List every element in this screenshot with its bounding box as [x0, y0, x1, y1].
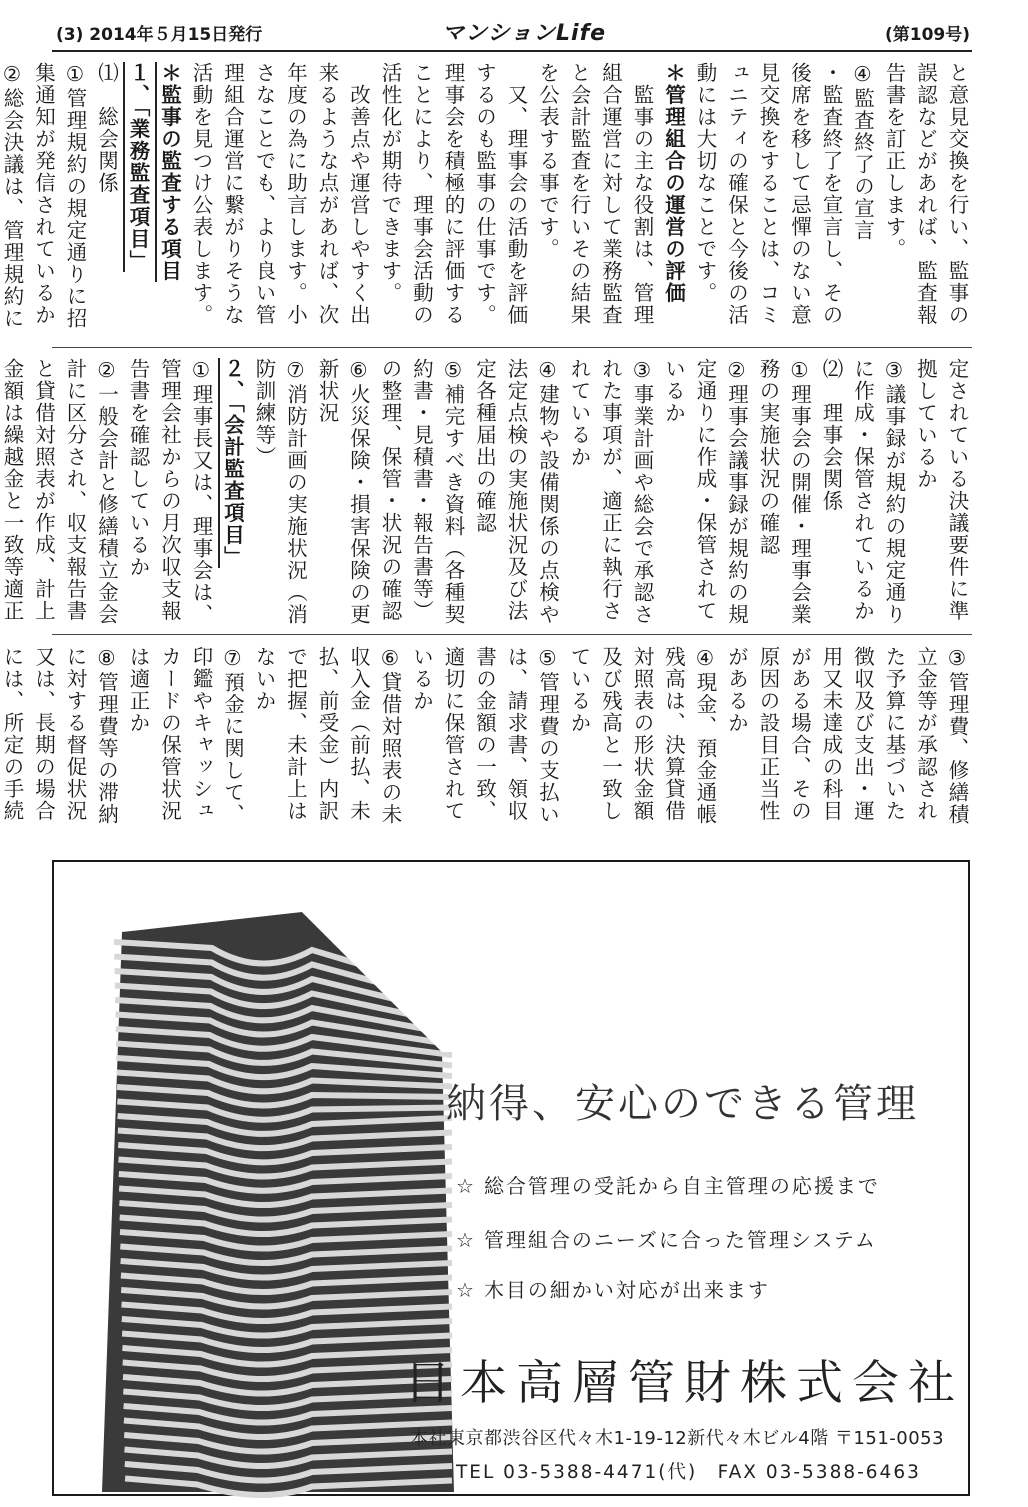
- page-header: [52, 16, 972, 52]
- tier1-paragraph: 監事の主な役割は、管理組合運営に対して業務監査と会計監査を行いその結果を公表する事です。: [535, 62, 654, 326]
- tier2-paragraph: ⑵ 理事会関係: [819, 358, 843, 512]
- ad-feature-1: ☆ 総合管理の受託から自主管理の応援まで: [456, 1174, 880, 1198]
- building-photo: [62, 902, 454, 1492]
- tier2-paragraph: 定されている決議要件に準拠しているか: [913, 358, 969, 622]
- tier2-paragraph: ⑥火災保険・損害保険の更新状況: [315, 358, 371, 626]
- tier1-paragraph: ⑴ 総会関係: [94, 62, 119, 194]
- tier1-paragraph: ④監査終了の宣言: [850, 62, 875, 242]
- company-name: 日本高層管財株式会社: [404, 1356, 964, 1411]
- tier2-paragraph: ③事業計画や総会で承認された事項が、適正に執行されているか: [567, 358, 654, 626]
- article-tier-1: [0, 62, 972, 340]
- star-icon: ☆: [456, 1174, 476, 1198]
- issue-number: (第109号): [884, 25, 970, 45]
- tier1-paragraph: １、「業務監査項目」: [122, 62, 154, 340]
- tier1-paragraph: ・監査終了を宣言し、その後席を移して忌憚のない意見交換をすることは、コミュニティの確保と今後の活動には大切なことです。: [693, 62, 843, 326]
- tier1-paragraph: ＊管理組合の運営の評価: [661, 62, 686, 304]
- tier2-paragraph: ②一般会計と修繕積立金会計に区分され、収支報告書と貸借対照表が作成、計上金額は繰越金と一致等適正: [0, 358, 119, 626]
- tier1-paragraph: ②総会決議は、管理規約に: [0, 62, 24, 330]
- article-column-3: [0, 646, 972, 834]
- company-contact: TEL 03-5388-4471(代) FAX 03-5388-6463: [456, 1462, 921, 1483]
- tier-divider-2: [52, 634, 972, 635]
- tier3-paragraph: ⑤管理費の支払いは、請求書、領収書の金額の一致、適切に保管されているか: [409, 646, 560, 826]
- star-icon: ☆: [456, 1228, 476, 1252]
- advertisement: [52, 860, 970, 1496]
- ad-feature-3: ☆ 木目の細かい対応が出来ます: [456, 1278, 770, 1302]
- tier2-paragraph: ⑤補完すべき資料（各種契約書・見積書・報告書等）の整理、保管・状況の確認: [378, 358, 465, 626]
- tier1-paragraph: と意見交換を行い、監事の誤認などがあれば、監査報告書を訂正します。: [882, 62, 969, 326]
- tier2-paragraph: ④建物や設備関係の点検や法定点検の実施状況及び法定各種届出の確認: [472, 358, 560, 626]
- tier1-paragraph: ①管理規約の規定通りに招集通知が発信されているか: [31, 62, 87, 330]
- tier2-paragraph: ⑦消防計画の実施状況（消防訓練等）: [252, 358, 308, 626]
- tier1-paragraph: 改善点や運営しやすく出来るような点があれば、次年度の為に助言します。小さなことでも、より良い管理組合運営に繋がりそうな活動を見つけ公表します。: [189, 62, 371, 326]
- tier3-paragraph: ⑧管理費等の滞納に対する督促状況又は、長期の場合には、所定の手続: [0, 646, 119, 826]
- article-column-1: [0, 62, 972, 340]
- tier3-paragraph: ⑦預金に関して、印鑑やキャッシュカードの保管状況は適正か: [126, 646, 245, 826]
- tier2-paragraph: ①理事会の開催・理事会業務の実施状況の確認: [756, 358, 812, 626]
- company-address: 本社東京都渋谷区代々木1-19-12新代々木ビル4階 〒151-0053: [410, 1428, 945, 1449]
- article-tier-3: [0, 646, 972, 834]
- ad-slogan: 納得、安心のできる管理: [446, 1081, 919, 1127]
- tier3-paragraph: ③管理費、修繕積立金等が承認された予算に基づいた徴収及び支出・運用又未達成の科目がある場合、その原因の設目正当性があるか: [724, 646, 969, 826]
- article-tier-2: [0, 358, 972, 626]
- publication-title: マンションLife: [442, 21, 607, 46]
- tier1-paragraph: 又、理事会の活動を評価するのも監事の仕事です。理事会を積極的に評価することにより、理事会活動の活性化が期待できます。: [378, 62, 528, 326]
- issue-date: (3) 2014年５月15日発行: [56, 25, 263, 45]
- article-column-2: [0, 358, 972, 626]
- tier2-paragraph: ①理事長又は、理事会は、管理会社からの月次収支報告書を確認しているか: [126, 358, 213, 626]
- tier-divider-1: [52, 347, 972, 348]
- tier2-paragraph: ②理事会議事録が規約の規定通りに作成・保管されているか: [661, 358, 749, 626]
- tier3-paragraph: ⑥貸借対照表の未収入金（前払、未払、前受金）内訳で把握、未計上はないか: [252, 646, 402, 826]
- tier3-paragraph: ④現金、預金通帳残高は、決算貸借対照表の形状金額及び残高と一致しているか: [567, 646, 717, 826]
- tier2-paragraph: ③議事録が規約の規定通りに作成・保管されているか: [850, 358, 906, 626]
- ad-feature-2: ☆ 管理組合のニーズに合った管理システム: [456, 1228, 877, 1252]
- tier2-paragraph: ２、「会計監査項目」: [216, 358, 248, 626]
- tier1-paragraph: ＊監事の監査する項目: [153, 62, 185, 340]
- star-icon: ☆: [456, 1278, 476, 1302]
